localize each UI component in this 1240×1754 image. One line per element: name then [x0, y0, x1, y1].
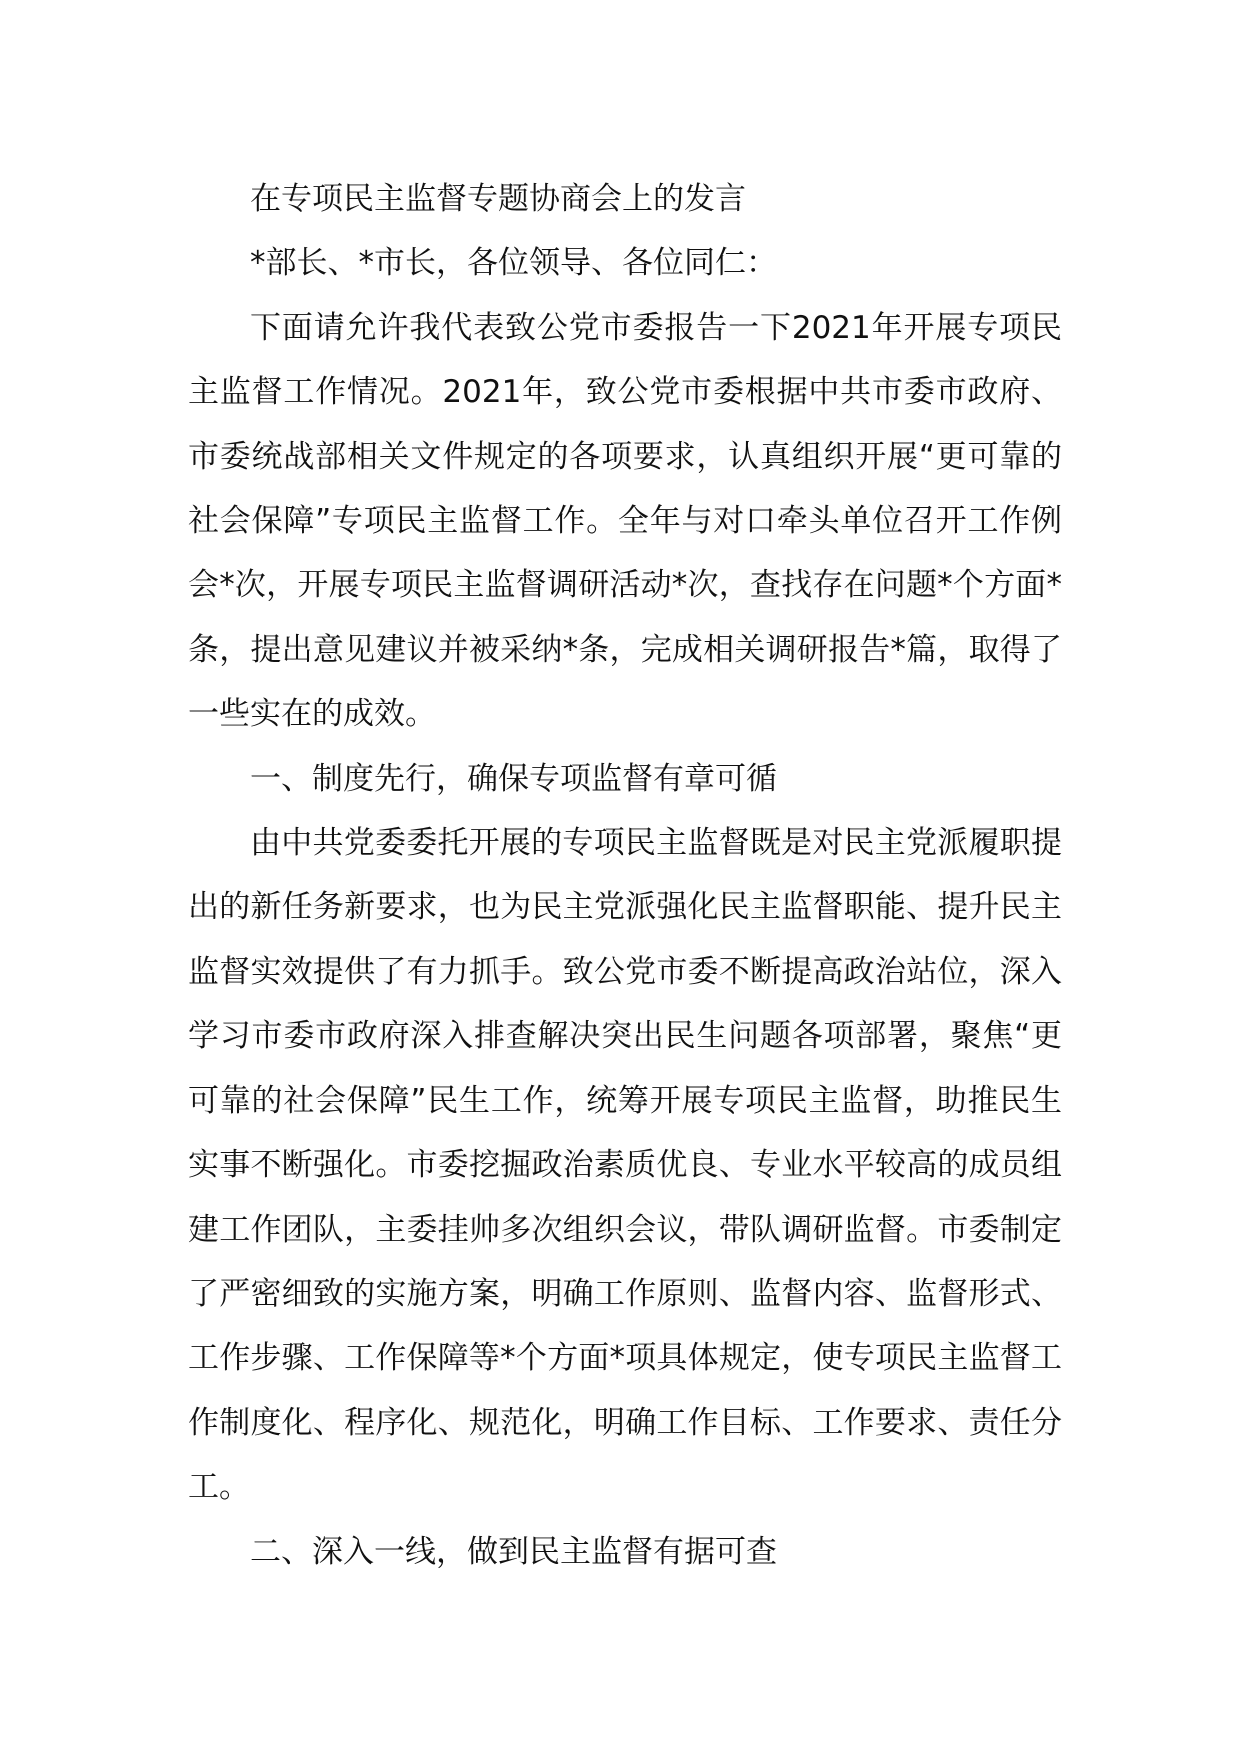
document-body: [188, 167, 1062, 1584]
salutation: *部长、*市长，各位领导、各位同仁：: [250, 245, 777, 282]
intro-paragraph: 下面请允许我代表致公党市委报告一下2021年开展专项民主监督工作情况。2021年，致公党市委根据中共市委市政府、市委统战部相关文件规定的各项要求，认真组织开展“更可靠的社会保障”专项民主监督工作。全年与对口牵头单位召开工作例会*次，开展专项民主监督调研活动*次，查找存在问题*个方面*条，提出意见建议并被采纳*条，完成相关调研报告*篇，取得了一些实在的成效。: [188, 309, 1062, 733]
document-title: 在专项民主监督专题协商会上的发言: [250, 181, 746, 217]
section-heading-1: 一、制度先行，确保专项监督有章可循: [250, 760, 777, 797]
section-heading-2: 二、深入一线，做到民主监督有据可查: [250, 1533, 777, 1570]
section-1-paragraph: 由中共党委委托开展的专项民主监督既是对民主党派履职提出的新任务新要求，也为民主党派强化民主监督职能、提升民主监督实效提供了有力抓手。致公党市委不断提高政治站位，深入学习市委市政府深入排查解决突出民生问题各项部署，聚焦“更可靠的社会保障”民生工作，统筹开展专项民主监督，助推民生实事不断强化。市委挖掘政治素质优良、专业水平较高的成员组建工作团队，主委挂帅多次组织会议，带队调研监督。市委制定了严密细致的实施方案，明确工作原则、监督内容、监督形式、工作步骤、工作保障等*个方面*项具体规定，使专项民主监督工作制度化、程序化、规范化，明确工作目标、工作要求、责任分工。: [188, 825, 1062, 1506]
